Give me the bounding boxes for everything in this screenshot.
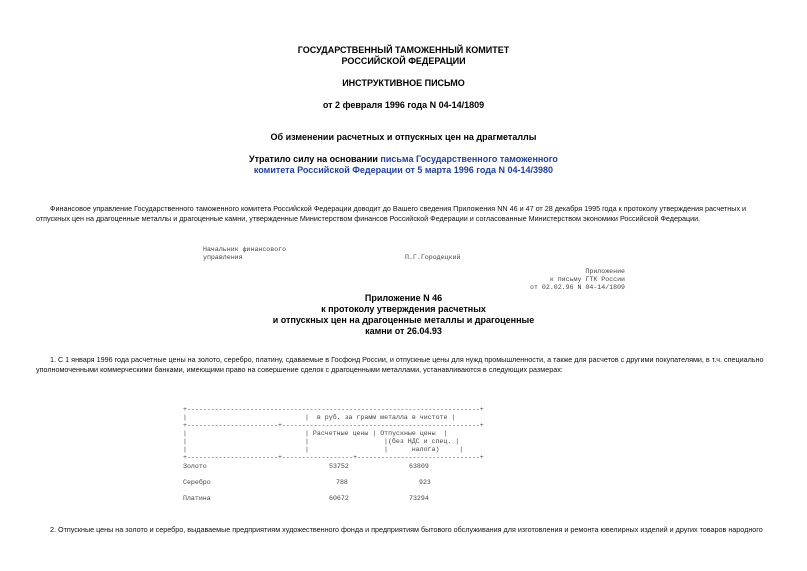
table-header-row3: | | | налога) | — [183, 446, 464, 453]
col-header-release-2: (без НДС и спец. — [387, 438, 452, 445]
release-price: 63809 — [409, 463, 429, 470]
settlement-price: 788 — [336, 479, 348, 486]
appendix-ref-line2: к письму ГТК России — [549, 276, 625, 283]
appendix-title-line4: камни от 26.04.93 — [365, 326, 442, 336]
status-link-part2[interactable]: комитета Российской Федерации от 5 марта 1996 года N 04-14/3980 — [253, 165, 554, 175]
table-unit-row: | | в руб. за грамм металла в чистоте | — [183, 414, 456, 421]
doc-date: от 2 февраля 1996 года N 04-14/1809 — [322, 100, 485, 110]
table-border-top: +--------------------------------------------------------------------------+ — [183, 406, 484, 413]
col-header-settlement: Расчетные цены — [312, 430, 369, 437]
status-link-part1[interactable]: письма Государственного таможенного — [380, 154, 558, 164]
paragraph1-line2: уполномоченными коммерческими банками, имеющими право на совершение сделок с драгоценными металлами, устанавливаются в следующих размерах: — [36, 365, 563, 374]
settlement-price: 60672 — [329, 495, 349, 502]
table-header-row1: | | Расчетные цены | Отпускные цены | — [183, 430, 448, 437]
col-header-release-1: Отпускные цены — [380, 430, 436, 437]
release-price: 73294 — [409, 495, 429, 502]
appendix-ref-line1: Приложение — [585, 268, 625, 275]
paragraph1-line1: 1. С 1 января 1996 года расчетные цены на золото, серебро, платину, сдаваемые в Госфонд России, и отпускные цены для нужд промышленности, а также для расчетов с другими покупателями, в т.ч. специально — [50, 355, 764, 364]
paragraph2-line1: 2. Отпускные цены на золото и серебро, выдаваемые предприятиям художественного фонда и предприятиям бытового обслуживания для изготовления и ремонта ювелирных изделий и других товаров народного — [50, 525, 763, 534]
table-row — [183, 494, 429, 503]
settlement-price: 53752 — [329, 463, 349, 470]
appendix-title-line1: Приложение N 46 — [364, 293, 443, 303]
table-row — [183, 462, 429, 471]
doc-subject: Об изменении расчетных и отпускных цен на драгметаллы — [270, 132, 537, 142]
intro-line1: Финансовое управление Государственного таможенного комитета Российской Федерации доводит до Вашего сведения Приложения NN 46 и 47 от 28 декабря 1995 года к протоколу утверждения расчетных и — [50, 204, 747, 213]
status-prefix: Утратило силу на основании — [249, 154, 381, 164]
appendix-title-line3: и отпускных цен на драгоценные металлы и драгоценные — [272, 315, 535, 325]
appendix-title-line2: к протоколу утверждения расчетных — [321, 304, 486, 314]
table-header-row2: | | |(без НДС и спец. | — [183, 438, 460, 445]
signature-position-line2: управления — [203, 254, 243, 261]
table-row — [183, 478, 431, 487]
col-header-release-3: налога) — [411, 446, 440, 453]
org-name-line1: ГОСУДАРСТВЕННЫЙ ТАМОЖЕННЫЙ КОМИТЕТ — [297, 45, 510, 55]
table-border-bottom: +-----------------------+------------------+-------------------------------+ — [183, 454, 484, 461]
metal-name: Золото — [183, 463, 207, 470]
signature-position-line1: Начальник финансового — [203, 246, 287, 253]
appendix-ref-line3: от 02.02.96 N 04-14/1809 — [530, 284, 625, 291]
status-line1 — [0, 154, 807, 165]
table-unit-header: в руб. за грамм металла в чистоте — [316, 414, 448, 421]
doc-type: ИНСТРУКТИВНОЕ ПИСЬМО — [342, 78, 465, 88]
signature-name: П.Г.Городецкий — [405, 254, 461, 261]
intro-line2: отпускных цен на драгоценные металлы и драгоценные камни, утвержденные Министерством финансов Российской Федерации и согласованные Министерством экономики Российской Федерации. — [36, 214, 701, 223]
metal-name: Серебро — [183, 479, 211, 486]
metal-name: Платина — [183, 495, 211, 502]
table-border-mid: +-----------------------+--------------------------------------------------+ — [183, 422, 484, 429]
release-price: 923 — [419, 479, 431, 486]
org-name-line2: РОССИЙСКОЙ ФЕДЕРАЦИИ — [341, 56, 466, 66]
